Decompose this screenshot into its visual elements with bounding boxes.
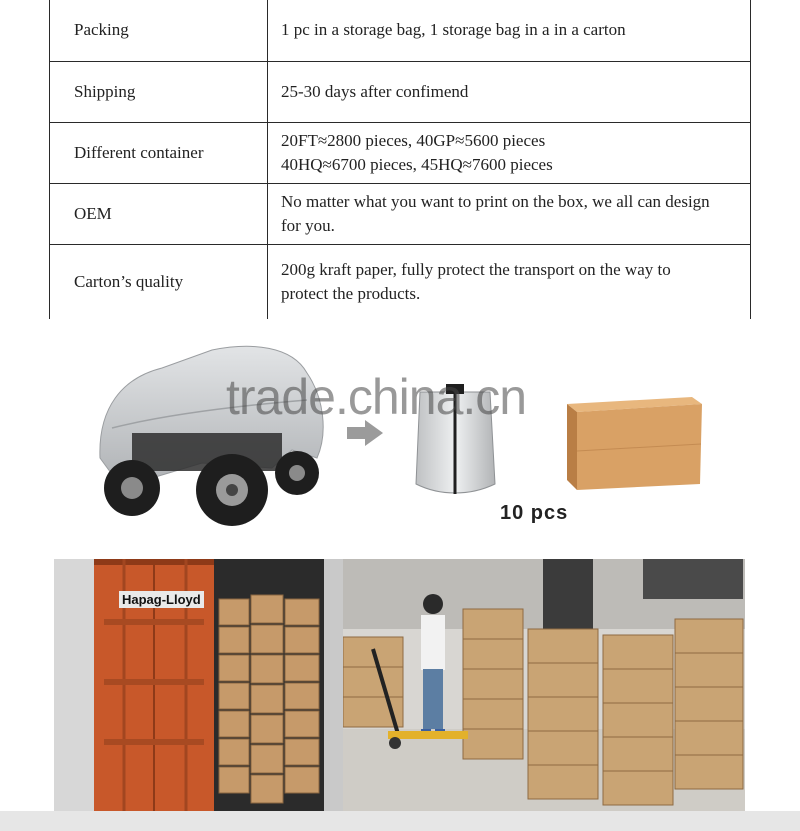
warehouse-photo	[343, 559, 745, 811]
spec-value	[268, 183, 751, 244]
spec-row-shipping	[50, 61, 751, 122]
packing-flow	[0, 322, 800, 550]
container-brand-label: Hapag-Lloyd	[119, 591, 204, 608]
spec-table	[49, 0, 751, 319]
spec-value	[268, 122, 751, 183]
spec-value-line: 25-30 days after confimend	[281, 81, 469, 101]
spec-label: Different container	[50, 122, 268, 183]
spec-label: Packing	[50, 0, 268, 61]
spec-value-line: for you.	[281, 215, 335, 235]
spec-value	[268, 61, 751, 122]
quantity-label: 10 pcs	[500, 502, 569, 524]
spec-value-line: No matter what you want to print on the box, we all can design	[281, 191, 710, 211]
spec-label: Shipping	[50, 61, 268, 122]
watermark-text: trade.china.cn	[226, 369, 527, 425]
spec-value-line: 40HQ≈6700 pieces, 45HQ≈7600 pieces	[281, 154, 553, 174]
spec-label: Carton’s quality	[50, 244, 268, 319]
spec-row-oem	[50, 183, 751, 244]
footer-bar	[0, 811, 800, 831]
spec-value-line: 20FT≈2800 pieces, 40GP≈5600 pieces	[281, 130, 546, 150]
spec-row-container	[50, 122, 751, 183]
spec-value-line: 1 pc in a storage bag, 1 storage bag in a in a carton	[281, 20, 626, 40]
warehouse-photo-graphic	[343, 559, 745, 811]
spec-value-line: 200g kraft paper, fully protect the transport on the way to	[281, 259, 671, 279]
spec-value-line: protect the products.	[281, 283, 421, 303]
carton-box-image	[562, 392, 707, 492]
spec-value	[268, 244, 751, 319]
spec-label: OEM	[50, 183, 268, 244]
spec-row-packing	[50, 0, 751, 61]
spec-value	[268, 0, 751, 61]
spec-row-carton-quality	[50, 244, 751, 319]
